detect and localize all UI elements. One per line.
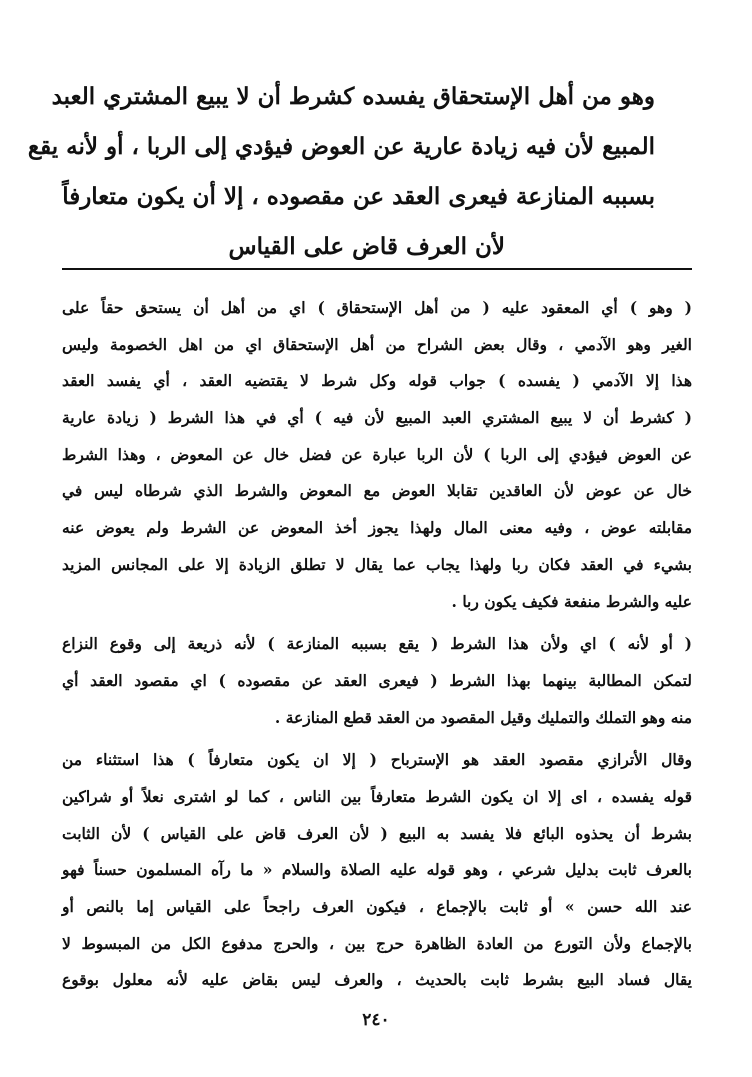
commentary-line: الغير وهو الآدمي ، وقال بعض الشراح من أهل الإستحقاق اي من اهل الخصومة وليس <box>62 334 692 354</box>
matn-line: لأن العرف قاض على القياس <box>228 233 505 260</box>
commentary-paragraph <box>62 742 692 999</box>
page-number: ٢٤٠ <box>362 1010 390 1030</box>
commentary-line: عند الله حسن » أو ثابت بالإجماع ، فيكون العرف راجحاً على القياس إما بالنص أو <box>62 897 692 916</box>
commentary-line: يقال فساد البيع بشرط ثابت بالحديث ، والعرف ليس بقاض عليه لأنه معلول بوقوع <box>62 970 692 990</box>
matn-line: المبيع لأن فيه زيادة عارية عن العوض فيؤدي إلى الربا ، أو لأنه يقع <box>27 133 655 160</box>
matn-line: وهو من أهل الإستحقاق يفسده كشرط أن لا يبيع المشتري العبد <box>51 83 655 110</box>
commentary-line: لتمكن المطالبة بينهما بهذا الشرط ( فيعرى العقد عن مقصوده ) اي مقصود العقد أي <box>62 670 692 690</box>
commentary-text-block <box>62 290 692 999</box>
matn-text-block <box>27 72 655 272</box>
commentary-line: عن العوض فيؤدي إلى الربا ) لأن الربا عبارة عن فضل خال عن المعوض ، وهذا الشرط <box>62 444 692 464</box>
commentary-paragraph <box>62 626 692 736</box>
matn-line: بسببه المنازعة فيعرى العقد عن مقصوده ، إلا أن يكون متعارفاً <box>62 183 655 210</box>
commentary-line: قوله يفسده ، اى إلا ان يكون الشرط متعارفاً بين الناس ، كما لو اشترى نعلاً أو شراكين <box>62 786 692 806</box>
commentary-line: وقال الأترازي مقصود العقد هو الإسترباح ( إلا ان يكون متعارفاً ) هذا استثناء من <box>62 750 692 770</box>
separator-rule <box>62 268 692 270</box>
commentary-line: عليه والشرط منفعة فكيف يكون ربا . <box>451 591 692 611</box>
commentary-line: بشيء في العقد فكان ربا ولهذا يجاب عما يقال لا تطلق الزيادة إلا على المجانس المزيد <box>62 554 692 574</box>
commentary-line: بالإجماع ولأن التورع من العادة الظاهرة حرج بين ، والحرج مدفوع الكل من المبسوط لا <box>62 933 692 953</box>
commentary-line: خال عن عوض لأن العاقدين تقابلا العوض مع المعوض والشرط الذي شرطاه ليس في <box>62 481 692 501</box>
commentary-line: بالعرف ثابت بدليل شرعي ، وهو قوله عليه الصلاة والسلام « ما رآه المسلمون حسناً فهو <box>62 860 692 880</box>
commentary-line: بشرط أن يحذوه البائع فلا يفسد به البيع ( لأن العرف قاض على القياس ) لأن الثابت <box>62 823 692 843</box>
commentary-line: ( أو لأنه ) اي ولأن هذا الشرط ( يقع بسببه المنازعة ) لأنه ذريعة إلى وقوع النزاع <box>62 634 692 654</box>
commentary-line: ( وهو ) أي المعقود عليه ( من أهل الإستحقاق ) اي من أهل أن يستحق حقاً على <box>62 298 692 317</box>
commentary-line: هذا إلا الآدمي ( يفسده ) جواب قوله وكل شرط لا يقتضيه العقد ، أي يفسد العقد <box>62 371 692 391</box>
commentary-line: منه وهو التملك والتمليك وقيل المقصود من العقد قطع المنازعة . <box>274 707 692 727</box>
commentary-line: ( كشرط أن لا يبيع المشتري العبد المبيع لأن فيه ) أي في هذا الشرط ( زيادة عارية <box>62 408 692 428</box>
commentary-paragraph <box>62 290 692 620</box>
commentary-line: مقابلته عوض ، وفيه معنى المال ولهذا يجوز أخذ المعوض عن الشرط ولم يعوض عنه <box>62 518 692 538</box>
